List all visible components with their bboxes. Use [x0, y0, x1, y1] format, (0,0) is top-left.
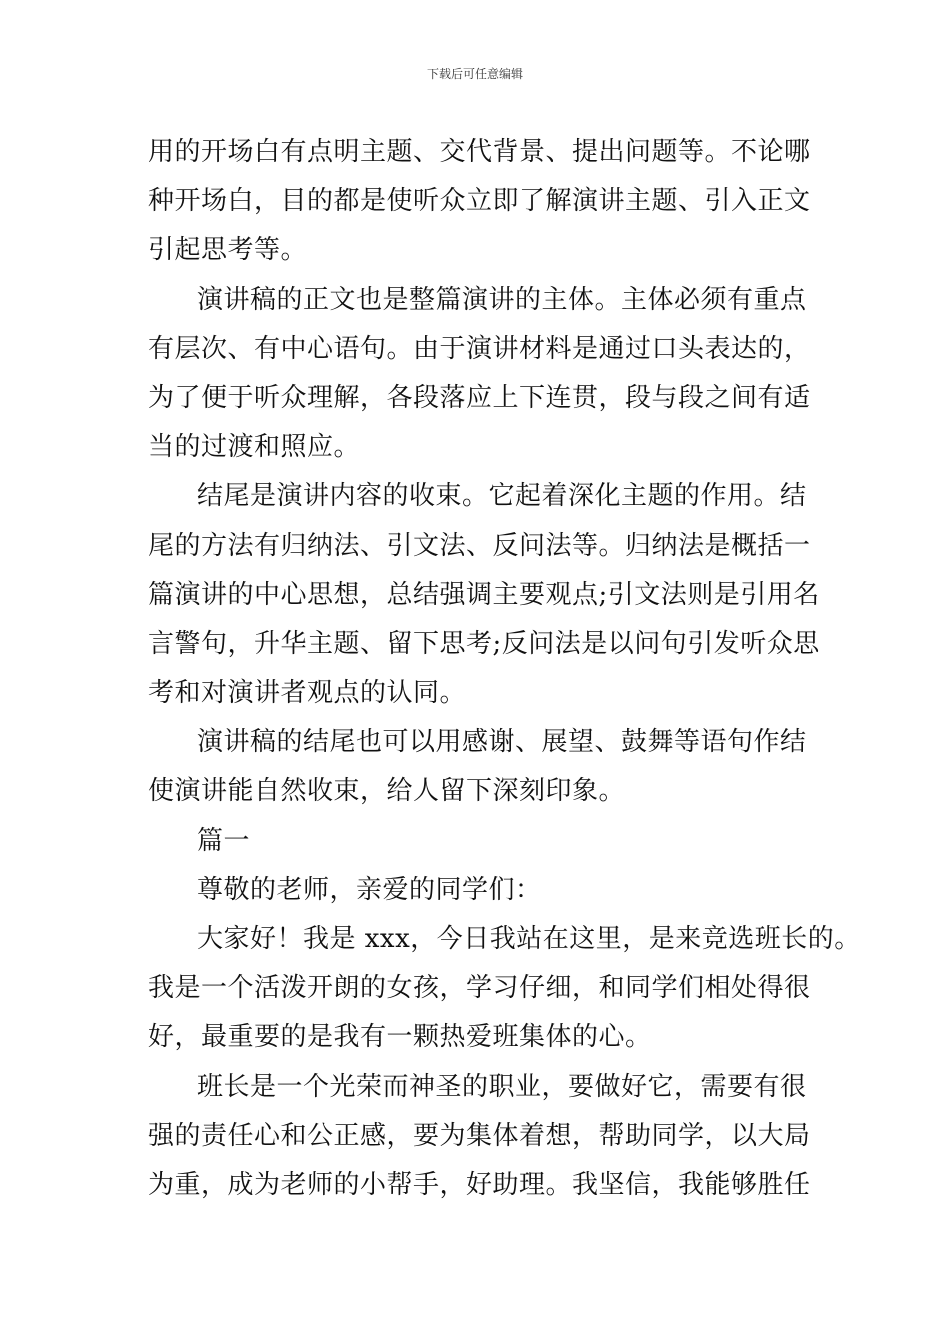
text-line: 考和对演讲者观点的认同。 — [148, 678, 467, 709]
text-line: 演讲稿的结尾也可以用感谢、展望、鼓舞等语句作结 — [197, 727, 807, 758]
text-line: 有层次、有中心语句。由于演讲材料是通过口头表达的， — [148, 333, 811, 364]
text-line: 篇演讲的中心思想，总结强调主要观点;引文法则是引用名 — [148, 579, 820, 610]
text-line: 我是一个活泼开朗的女孩，学习仔细，和同学们相处得很 — [148, 973, 811, 1004]
text-line: 言警句，升华主题、留下思考;反问法是以问句引发听众思 — [148, 628, 820, 659]
page-header: 下载后可任意编辑 — [426, 67, 523, 81]
text-line: 强的责任心和公正感，要为集体着想，帮助同学，以大局 — [148, 1120, 811, 1151]
text-line: 为了便于听众理解，各段落应上下连贯，段与段之间有适 — [148, 382, 811, 413]
text-line: 结尾是演讲内容的收束。它起着深化主题的作用。结 — [197, 481, 807, 512]
text-line: 引起思考等。 — [148, 235, 308, 266]
text-line: 用的开场白有点明主题、交代背景、提出问题等。不论哪 — [148, 137, 811, 167]
document-body — [148, 128, 861, 1210]
text-line: 班长是一个光荣而神圣的职业，要做好它，需要有很 — [197, 1071, 807, 1102]
text-line: 种开场白，目的都是使听众立即了解演讲主题、引入正文 — [148, 186, 811, 217]
text-line: 大家好！我是 xxx，今日我站在这里，是来竞选班长的。 — [197, 924, 861, 954]
text-line: 使演讲能自然收束，给人留下深刻印象。 — [148, 776, 626, 807]
text-line: 演讲稿的正文也是整篇演讲的主体。主体必须有重点 — [197, 284, 807, 315]
text-line: 好，最重要的是我有一颗热爱班集体的心。 — [148, 1022, 652, 1053]
text-line: 当的过渡和照应。 — [148, 432, 361, 463]
text-line: 为重，成为老师的小帮手，好助理。我坚信，我能够胜任 — [148, 1169, 811, 1200]
salutation: 尊敬的老师，亲爱的同学们： — [197, 874, 542, 905]
section-heading: 篇一 — [197, 825, 251, 856]
text-line: 尾的方法有归纳法、引文法、反问法等。归纳法是概括一 — [148, 530, 811, 561]
